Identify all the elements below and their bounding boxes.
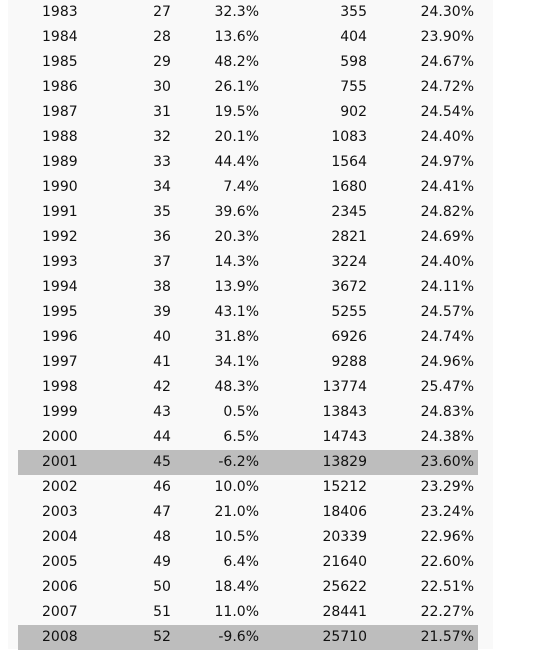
return-cell: 10.5% — [214, 529, 259, 545]
value-cell: 25622 — [322, 579, 367, 595]
return-cell: 43.1% — [214, 304, 259, 320]
year-cell: 1986 — [42, 79, 78, 95]
age-cell: 43 — [153, 404, 171, 420]
return-cell: 31.8% — [214, 329, 259, 345]
value-cell: 6926 — [331, 329, 367, 345]
year-cell: 2000 — [42, 429, 78, 445]
year-cell: 1999 — [42, 404, 78, 420]
return-cell: 39.6% — [214, 204, 259, 220]
age-cell: 48 — [153, 529, 171, 545]
return-cell: 6.5% — [223, 429, 259, 445]
data-table — [18, 0, 478, 650]
table-row — [18, 475, 478, 500]
year-cell: 2004 — [42, 529, 78, 545]
value-cell: 755 — [340, 79, 367, 95]
year-cell: 2002 — [42, 479, 78, 495]
return-cell: 19.5% — [214, 104, 259, 120]
average-cell: 24.69% — [420, 229, 474, 245]
age-cell: 29 — [153, 54, 171, 70]
return-cell: 13.9% — [214, 279, 259, 295]
table-row — [18, 325, 478, 350]
value-cell: 1564 — [331, 154, 367, 170]
year-cell: 1991 — [42, 204, 78, 220]
average-cell: 22.96% — [420, 529, 474, 545]
value-cell: 28441 — [322, 604, 367, 620]
average-cell: 23.90% — [420, 29, 474, 45]
age-cell: 50 — [153, 579, 171, 595]
year-cell: 2008 — [42, 629, 78, 645]
average-cell: 24.72% — [420, 79, 474, 95]
value-cell: 9288 — [331, 354, 367, 370]
average-cell: 24.40% — [420, 129, 474, 145]
table-row — [18, 200, 478, 225]
average-cell: 21.57% — [420, 629, 474, 645]
table-row — [18, 50, 478, 75]
age-cell: 37 — [153, 254, 171, 270]
return-cell: 10.0% — [214, 479, 259, 495]
value-cell: 3672 — [331, 279, 367, 295]
age-cell: 38 — [153, 279, 171, 295]
value-cell: 13774 — [322, 379, 367, 395]
average-cell: 22.51% — [420, 579, 474, 595]
age-cell: 41 — [153, 354, 171, 370]
return-cell: 13.6% — [214, 29, 259, 45]
year-cell: 2006 — [42, 579, 78, 595]
age-cell: 36 — [153, 229, 171, 245]
return-cell: 7.4% — [223, 179, 259, 195]
value-cell: 902 — [340, 104, 367, 120]
year-cell: 1987 — [42, 104, 78, 120]
average-cell: 24.82% — [420, 204, 474, 220]
table-row — [18, 225, 478, 250]
year-cell: 1985 — [42, 54, 78, 70]
age-cell: 42 — [153, 379, 171, 395]
value-cell: 3224 — [331, 254, 367, 270]
table-row — [18, 575, 478, 600]
year-cell: 1993 — [42, 254, 78, 270]
table-row — [18, 300, 478, 325]
value-cell: 404 — [340, 29, 367, 45]
year-cell: 1988 — [42, 129, 78, 145]
return-cell: 18.4% — [214, 579, 259, 595]
return-cell: -6.2% — [218, 454, 259, 470]
average-cell: 24.83% — [420, 404, 474, 420]
table-row — [18, 350, 478, 375]
average-cell: 24.74% — [420, 329, 474, 345]
age-cell: 45 — [153, 454, 171, 470]
value-cell: 18406 — [322, 504, 367, 520]
table-row — [18, 25, 478, 50]
value-cell: 1680 — [331, 179, 367, 195]
table-row — [18, 525, 478, 550]
age-cell: 28 — [153, 29, 171, 45]
year-cell: 1994 — [42, 279, 78, 295]
year-cell: 1998 — [42, 379, 78, 395]
age-cell: 32 — [153, 129, 171, 145]
year-cell: 1984 — [42, 29, 78, 45]
return-cell: 20.1% — [214, 129, 259, 145]
table-row — [18, 400, 478, 425]
age-cell: 52 — [153, 629, 171, 645]
age-cell: 35 — [153, 204, 171, 220]
return-cell: 48.2% — [214, 54, 259, 70]
table-row — [18, 600, 478, 625]
age-cell: 51 — [153, 604, 171, 620]
table-row — [18, 75, 478, 100]
average-cell: 24.38% — [420, 429, 474, 445]
table-row — [18, 100, 478, 125]
return-cell: 6.4% — [223, 554, 259, 570]
year-cell: 1990 — [42, 179, 78, 195]
age-cell: 34 — [153, 179, 171, 195]
year-cell: 1983 — [42, 4, 78, 20]
value-cell: 14743 — [322, 429, 367, 445]
age-cell: 40 — [153, 329, 171, 345]
table-row-highlighted — [18, 625, 478, 650]
return-cell: 34.1% — [214, 354, 259, 370]
age-cell: 44 — [153, 429, 171, 445]
average-cell: 25.47% — [420, 379, 474, 395]
return-cell: 26.1% — [214, 79, 259, 95]
value-cell: 355 — [340, 4, 367, 20]
value-cell: 5255 — [331, 304, 367, 320]
return-cell: 48.3% — [214, 379, 259, 395]
year-cell: 1989 — [42, 154, 78, 170]
table-row — [18, 375, 478, 400]
average-cell: 24.57% — [420, 304, 474, 320]
year-cell: 2007 — [42, 604, 78, 620]
average-cell: 24.97% — [420, 154, 474, 170]
average-cell: 24.67% — [420, 54, 474, 70]
year-cell: 1995 — [42, 304, 78, 320]
average-cell: 22.27% — [420, 604, 474, 620]
value-cell: 21640 — [322, 554, 367, 570]
year-cell: 2005 — [42, 554, 78, 570]
table-row — [18, 275, 478, 300]
return-cell: 11.0% — [214, 604, 259, 620]
value-cell: 598 — [340, 54, 367, 70]
return-cell: 0.5% — [223, 404, 259, 420]
year-cell: 2001 — [42, 454, 78, 470]
year-cell: 2003 — [42, 504, 78, 520]
return-cell: 14.3% — [214, 254, 259, 270]
age-cell: 30 — [153, 79, 171, 95]
average-cell: 22.60% — [420, 554, 474, 570]
age-cell: 33 — [153, 154, 171, 170]
value-cell: 13843 — [322, 404, 367, 420]
age-cell: 49 — [153, 554, 171, 570]
age-cell: 31 — [153, 104, 171, 120]
average-cell: 24.41% — [420, 179, 474, 195]
average-cell: 23.29% — [420, 479, 474, 495]
average-cell: 24.54% — [420, 104, 474, 120]
return-cell: 32.3% — [214, 4, 259, 20]
table-row — [18, 500, 478, 525]
age-cell: 27 — [153, 4, 171, 20]
average-cell: 24.30% — [420, 4, 474, 20]
table-row — [18, 125, 478, 150]
value-cell: 25710 — [322, 629, 367, 645]
return-cell: 20.3% — [214, 229, 259, 245]
average-cell: 23.60% — [420, 454, 474, 470]
value-cell: 2821 — [331, 229, 367, 245]
table-row — [18, 0, 478, 25]
average-cell: 24.40% — [420, 254, 474, 270]
value-cell: 13829 — [322, 454, 367, 470]
table-row — [18, 425, 478, 450]
age-cell: 47 — [153, 504, 171, 520]
average-cell: 24.96% — [420, 354, 474, 370]
age-cell: 39 — [153, 304, 171, 320]
table-row — [18, 150, 478, 175]
value-cell: 1083 — [331, 129, 367, 145]
value-cell: 20339 — [322, 529, 367, 545]
table-row — [18, 175, 478, 200]
table-row-highlighted — [18, 450, 478, 475]
age-cell: 46 — [153, 479, 171, 495]
value-cell: 15212 — [322, 479, 367, 495]
value-cell: 2345 — [331, 204, 367, 220]
year-cell: 1997 — [42, 354, 78, 370]
year-cell: 1992 — [42, 229, 78, 245]
average-cell: 23.24% — [420, 504, 474, 520]
return-cell: 21.0% — [214, 504, 259, 520]
return-cell: -9.6% — [218, 629, 259, 645]
year-cell: 1996 — [42, 329, 78, 345]
table-row — [18, 550, 478, 575]
average-cell: 24.11% — [420, 279, 474, 295]
table-row — [18, 250, 478, 275]
return-cell: 44.4% — [214, 154, 259, 170]
